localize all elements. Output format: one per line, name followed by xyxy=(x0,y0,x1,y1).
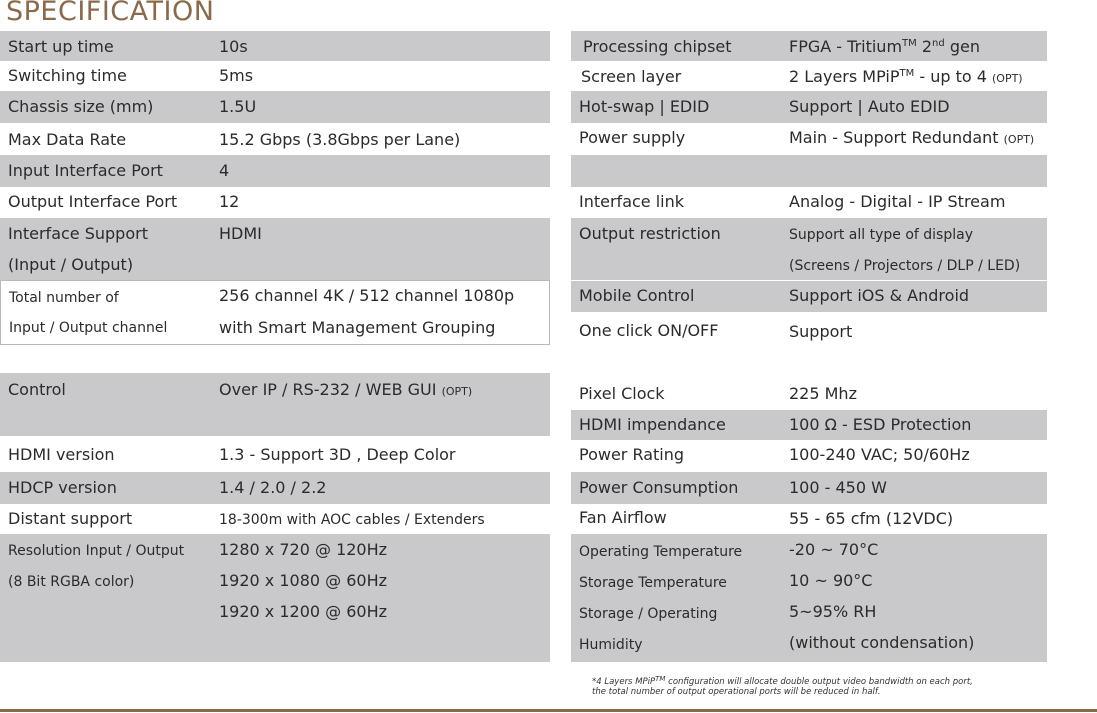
spec-row-power-rating xyxy=(571,440,1047,472)
spec-row-one-click xyxy=(571,312,1047,348)
spec-value: 5ms xyxy=(219,66,254,85)
spec-label: Control xyxy=(8,380,66,399)
spec-value: 225 Mhz xyxy=(789,384,857,403)
spec-row-distant-support xyxy=(0,504,550,534)
spec-value: 1.4 / 2.0 / 2.2 xyxy=(219,478,327,497)
spec-value: (Screens / Projectors / DLP / LED) xyxy=(789,258,1021,274)
spec-value xyxy=(789,37,980,57)
spec-value: 256 channel 4K / 512 channel 1080p xyxy=(219,286,515,305)
spec-row-hdmi-impedance xyxy=(571,410,1047,440)
spec-label: Power Rating xyxy=(579,445,685,464)
spec-label: Total number of xyxy=(9,290,119,306)
spec-value-text: Over IP / RS-232 / WEB GUI xyxy=(219,380,437,399)
spec-label: HDMI impendance xyxy=(579,415,726,434)
trademark-mark: TM xyxy=(655,675,666,683)
spec-label: Start up time xyxy=(8,37,114,56)
spec-label: Input Interface Port xyxy=(8,161,163,180)
spec-value: -20 ~ 70°C xyxy=(789,540,879,559)
opt-note: (OPT) xyxy=(1003,133,1035,146)
spec-value xyxy=(789,67,1023,89)
spec-value: 4 xyxy=(219,161,230,180)
trademark-mark: TM xyxy=(899,68,915,79)
spec-value: 10s xyxy=(219,37,248,56)
spec-value: Support | Auto EDID xyxy=(789,97,950,116)
spec-row-pixel-clock xyxy=(571,378,1047,410)
spec-label: Max Data Rate xyxy=(8,130,127,149)
spec-label: Output restriction xyxy=(579,224,721,243)
spec-value: Analog - Digital - IP Stream xyxy=(789,192,1006,211)
opt-note: (OPT) xyxy=(441,385,473,398)
spec-value: Support iOS & Android xyxy=(789,286,970,305)
spec-value: 15.2 Gbps (3.8Gbps per Lane) xyxy=(219,130,461,149)
spec-value: with Smart Management Grouping xyxy=(219,318,496,337)
spec-value: 5~95% RH xyxy=(789,602,877,621)
spec-label: Interface Support xyxy=(8,224,148,243)
spec-label: Input / Output channel xyxy=(9,320,168,336)
spec-label: HDCP version xyxy=(8,478,117,497)
spec-label: Power supply xyxy=(579,128,686,147)
spec-label: Storage / Operating xyxy=(579,606,718,622)
spec-row-max-data-rate xyxy=(0,123,550,155)
spec-value-text: gen xyxy=(944,37,980,56)
spec-label: Processing chipset xyxy=(583,37,732,56)
footnote xyxy=(592,677,973,697)
spec-row-interface-link xyxy=(571,187,1047,218)
spec-value: 10 ~ 90°C xyxy=(789,571,873,590)
spec-value: 1920 x 1080 @ 60Hz xyxy=(219,571,388,590)
spec-label: Power Consumption xyxy=(579,478,739,497)
bottom-divider xyxy=(0,709,1097,712)
spec-value: HDMI xyxy=(219,224,262,243)
spec-label: Storage Temperature xyxy=(579,575,727,591)
spec-value: Support all type of display xyxy=(789,227,973,243)
spec-value-text: 2 Layers MPiP xyxy=(789,67,900,86)
spec-value: 1.5U xyxy=(219,97,257,116)
spec-row-resolution xyxy=(0,534,550,662)
spec-value: 100 Ω - ESD Protection xyxy=(789,415,972,434)
spec-row-empty xyxy=(571,155,1047,187)
spec-row-switching-time xyxy=(0,61,550,91)
spec-label: Distant support xyxy=(8,509,133,528)
spec-row-start-up-time xyxy=(0,31,550,61)
spec-label: Resolution Input / Output xyxy=(8,543,185,559)
spec-row-interface-support xyxy=(0,218,550,280)
spec-label: One click ON/OFF xyxy=(579,321,719,340)
spec-label: HDMI version xyxy=(8,445,115,464)
spec-value: 55 - 65 cfm (12VDC) xyxy=(789,509,954,528)
spec-label: Hot-swap | EDID xyxy=(579,97,710,116)
spec-row-power-consumption xyxy=(571,472,1047,504)
spec-row-total-channels xyxy=(0,280,550,345)
spec-label: Chassis size (mm) xyxy=(8,97,154,116)
spec-label: Humidity xyxy=(579,637,643,653)
spec-value: 1.3 - Support 3D , Deep Color xyxy=(219,445,456,464)
spec-value: (without condensation) xyxy=(789,633,975,652)
spec-label: Screen layer xyxy=(581,67,682,86)
spec-row-output-port xyxy=(0,187,550,218)
spec-label: Mobile Control xyxy=(579,286,695,305)
spec-value-text: Main - Support Redundant xyxy=(789,128,999,147)
spec-row-hdmi-version xyxy=(0,440,550,472)
ordinal-suffix: nd xyxy=(932,38,945,49)
spec-row-hdcp-version xyxy=(0,472,550,504)
spec-row-control xyxy=(0,373,550,436)
spec-row-mobile-control xyxy=(571,281,1047,312)
spec-label: (Input / Output) xyxy=(8,255,134,274)
footnote-line-2: the total number of output operational ports will be reduced in half. xyxy=(592,687,881,697)
spec-label: Switching time xyxy=(8,66,127,85)
spec-row-output-restriction xyxy=(571,218,1047,280)
spec-value: 18-300m with AOC cables / Extenders xyxy=(219,512,485,528)
spec-row-chassis-size xyxy=(0,91,550,123)
spec-label: Fan Airflow xyxy=(579,508,667,527)
spec-value: 12 xyxy=(219,192,240,211)
spec-label: Interface link xyxy=(579,192,685,211)
spec-row-hot-swap xyxy=(571,91,1047,123)
spec-value-text: - up to 4 xyxy=(914,67,987,86)
spec-value-text: FPGA - Tritium xyxy=(789,37,903,56)
spec-value: 100-240 VAC; 50/60Hz xyxy=(789,445,970,464)
spec-row-screen-layer xyxy=(571,61,1047,91)
spec-label: (8 Bit RGBA color) xyxy=(8,574,135,590)
footnote-text: configuration will allocate double output video bandwidth on each port, xyxy=(665,677,973,687)
trademark-mark: TM xyxy=(902,38,917,49)
spec-label: Output Interface Port xyxy=(8,192,178,211)
spec-row-power-supply xyxy=(571,123,1047,155)
spec-value xyxy=(789,128,1034,150)
spec-row-processing-chipset xyxy=(571,31,1047,61)
spec-row-fan-airflow xyxy=(571,504,1047,534)
spec-value xyxy=(219,380,472,402)
spec-value: 1920 x 1200 @ 60Hz xyxy=(219,602,388,621)
footnote-line-1 xyxy=(592,677,973,687)
spec-row-input-port xyxy=(0,155,550,187)
opt-note: (OPT) xyxy=(992,72,1023,85)
spec-label: Operating Temperature xyxy=(579,544,743,560)
spec-value: Support xyxy=(789,322,853,341)
page-title: SPECIFICATION xyxy=(6,0,215,27)
spec-value: 100 - 450 W xyxy=(789,478,887,497)
spec-value: 1280 x 720 @ 120Hz xyxy=(219,540,388,559)
spec-label: Pixel Clock xyxy=(579,384,665,403)
spec-value-text: 2 xyxy=(916,37,933,56)
spec-row-environment xyxy=(571,534,1047,662)
footnote-text: *4 Layers MPiP xyxy=(592,677,656,687)
